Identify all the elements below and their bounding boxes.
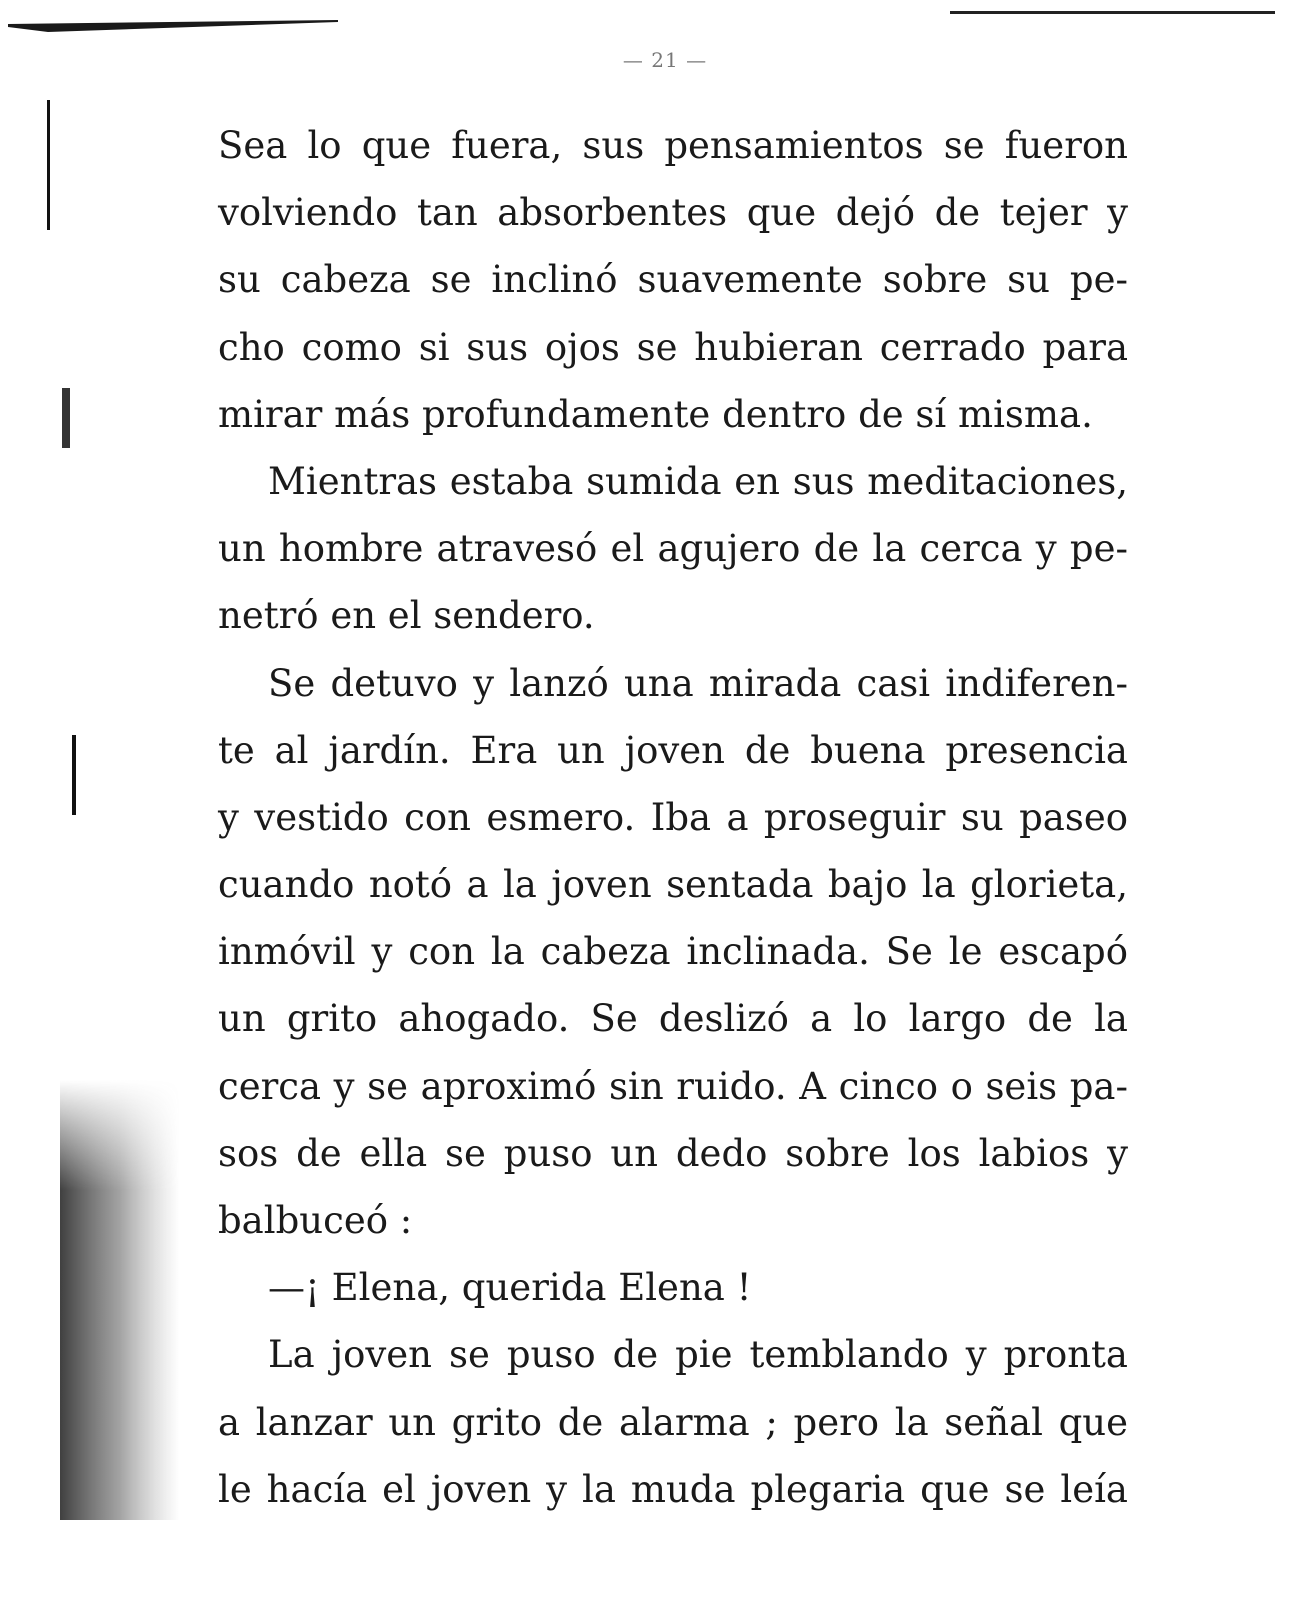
dialogue-line: —¡ Elena, querida Elena ! [268, 1266, 752, 1310]
text-line: te al jardín. Era un joven de buena presencia [218, 728, 1128, 772]
scan-artifact-edge-tick [72, 735, 76, 815]
text-line: a lanzar un grito de alarma ; pero la señal que [218, 1400, 1128, 1444]
scan-artifact-top-right [950, 11, 1275, 14]
text-line: inmóvil y con la cabeza inclinada. Se le escapó [218, 930, 1128, 974]
text-line: cerca y se aproximó sin ruido. A cinco o seis pa- [218, 1064, 1128, 1108]
text-line: le hacía el joven y la muda plegaria que se leía [218, 1467, 1128, 1511]
page-number: — 21 — [622, 48, 708, 72]
text-line: Se detuvo y lanzó una mirada casi indiferen- [268, 661, 1128, 705]
text-line: volviendo tan absorbentes que dejó de tejer y [218, 191, 1128, 235]
text-line: La joven se puso de pie temblando y pronta [268, 1333, 1128, 1377]
text-line: sos de ella se puso un dedo sobre los labios y [218, 1131, 1128, 1175]
body-text [218, 112, 1128, 1523]
text-line: mirar más profundamente dentro de sí misma. [218, 392, 1093, 436]
scan-artifact-edge-shadow [60, 1080, 180, 1520]
text-line: y vestido con esmero. Iba a proseguir su paseo [218, 795, 1128, 839]
text-line: su cabeza se inclinó suavemente sobre su pe- [218, 258, 1128, 302]
text-line: Mientras estaba sumida en sus meditaciones, [268, 459, 1128, 503]
scan-artifact-edge-line [47, 100, 50, 230]
text-line: balbuceó : [218, 1199, 413, 1242]
text-line: un hombre atravesó el agujero de la cerca y pe- [218, 527, 1128, 571]
text-line: cho como si sus ojos se hubieran cerrado para [218, 325, 1128, 369]
text-line: Sea lo que fuera, sus pensamientos se fueron [218, 124, 1128, 167]
scan-artifact-top-left [8, 20, 338, 32]
scan-artifact-edge-blot [62, 388, 70, 448]
text-line: cuando notó a la joven sentada bajo la glorieta, [218, 863, 1128, 907]
text-line: un grito ahogado. Se deslizó a lo largo de la [218, 997, 1128, 1041]
text-line: netró en el sendero. [218, 594, 595, 638]
